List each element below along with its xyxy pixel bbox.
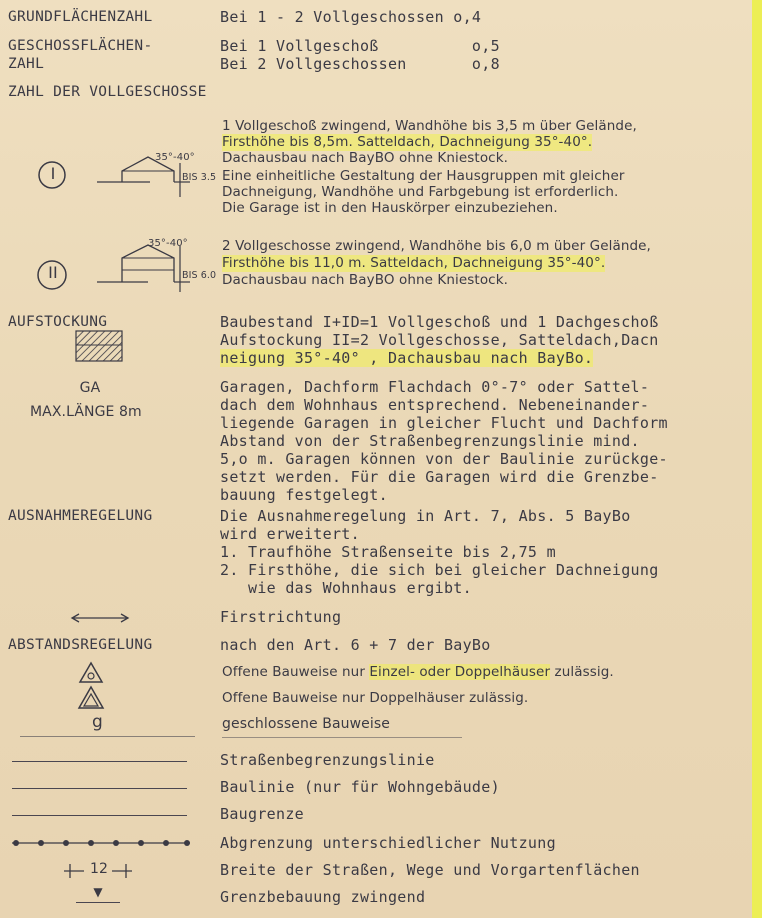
vg-heading: ZAHL DER VOLLGESCHOSSE: [8, 84, 207, 100]
offen-ed-text: Offene Bauweise nur Einzel- oder Doppelhäuser zulässig.: [222, 664, 614, 680]
geschlossen-underline: [20, 736, 195, 737]
legend-nutzung: Abgrenzung unterschiedlicher Nutzung: [220, 834, 556, 852]
aufstockung-hatch-icon: [76, 331, 122, 361]
legend-baulinie: Baulinie (nur für Wohngebäude): [220, 778, 500, 796]
geschlossen-text-underline: [222, 737, 462, 738]
offene-bauweise-d-icon: [78, 686, 104, 710]
vg1-angle: 35°-40°: [155, 152, 195, 163]
gfz-label-2: ZAHL: [8, 56, 45, 72]
nutzung-dotted-line-icon: [12, 838, 192, 848]
offen-d-text: Offene Bauweise nur Doppelhäuser zulässig.: [222, 690, 529, 706]
geschlossen-symbol: g: [92, 712, 103, 732]
grz-label: GRUNDFLÄCHENZAHL: [8, 9, 153, 25]
double-arrow-icon: [70, 613, 130, 623]
highlighted-sheet-edge: [752, 0, 762, 918]
offene-bauweise-ed-icon: [79, 662, 103, 684]
vg1-bis: BIS 3.5: [182, 172, 217, 183]
baulinie-line: [12, 788, 187, 789]
breite-symbol: 12: [89, 861, 108, 877]
geschlossen-text: geschlossene Bauweise: [222, 716, 390, 732]
grz-text: Bei 1 - 2 Vollgeschossen o,4: [220, 8, 482, 26]
garagen-label-max: MAX.LÄNGE 8m: [30, 404, 142, 420]
legend-baugrenze: Baugrenze: [220, 805, 304, 823]
gfz-label-1: GESCHOSSFLÄCHEN-: [8, 38, 153, 54]
vg2-angle: 35°-40°: [148, 238, 188, 249]
gfz-line-2: Bei 2 Vollgeschossen o,8: [220, 55, 500, 73]
legend-strassenbegrenzung: Straßenbegrenzungslinie: [220, 751, 435, 769]
garagen-label-ga: GA: [79, 380, 101, 396]
vg1-roman: I: [50, 164, 56, 183]
vg2-bis: BIS 6.0: [182, 270, 217, 281]
aufstockung-label: AUFSTOCKUNG: [8, 314, 108, 330]
abstand-label: ABSTANDSREGELUNG: [8, 637, 153, 653]
firstrichtung-text: Firstrichtung: [220, 608, 342, 626]
legend-breite: Breite der Straßen, Wege und Vorgartenflächen: [220, 861, 640, 879]
abstand-text: nach den Art. 6 + 7 der BayBo: [220, 636, 491, 654]
vg2-roman: II: [48, 263, 58, 282]
ausnahme-label: AUSNAHMEREGELUNG: [8, 508, 153, 524]
grenzbebauung-symbol: ▼: [93, 885, 103, 899]
gfz-line-1: Bei 1 Vollgeschoß o,5: [220, 37, 500, 55]
legend-grenzbebauung: Grenzbebauung zwingend: [220, 888, 426, 906]
baugrenze-line: [12, 815, 187, 816]
strassenbegrenzung-line: [12, 761, 187, 762]
grenzbebauung-base-line: [76, 902, 120, 903]
